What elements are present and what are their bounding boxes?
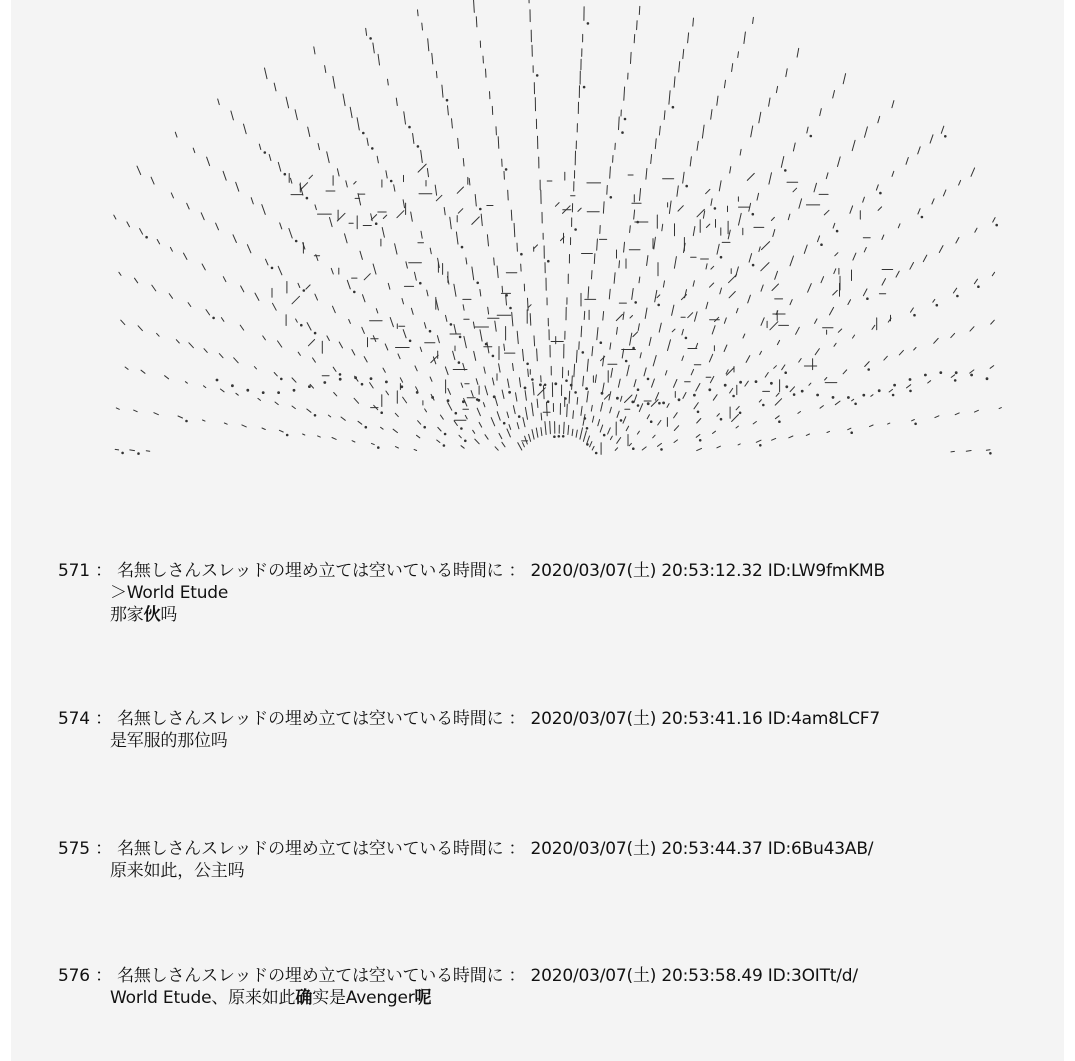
post-separator: ： <box>89 839 118 859</box>
post-number[interactable]: 575 <box>58 839 90 859</box>
post-time: 20:53:44.37 <box>656 839 763 859</box>
post-id[interactable]: ID:6Bu43AB/ <box>762 839 874 859</box>
post-body <box>110 987 1018 1009</box>
post-separator: ： <box>89 709 118 729</box>
emphasized-text: 伙 <box>143 605 161 625</box>
post-colon: ： <box>503 839 531 859</box>
post-colon: ： <box>503 709 531 729</box>
post <box>58 838 1018 882</box>
post-id[interactable]: ID:LW9fmKMB <box>762 561 885 581</box>
post-colon: ： <box>503 561 531 581</box>
emphasized-text: 呢 <box>414 988 432 1008</box>
post-text-line <box>110 582 1018 604</box>
post-header <box>58 560 1018 582</box>
text-segment: World Etude、原来如此 <box>110 988 296 1008</box>
post-author-name: 名無しさんスレッドの埋め立ては空いている時間に <box>117 839 504 859</box>
post-text-line <box>110 860 1018 882</box>
post-header <box>58 838 1018 860</box>
ascii-art-image <box>107 0 1007 456</box>
text-segment: 原来如此，公主吗 <box>110 861 245 881</box>
post-number[interactable]: 574 <box>58 709 90 729</box>
post-text-line <box>110 604 1018 626</box>
post-text-line <box>110 987 1018 1009</box>
text-segment: ＞World Etude <box>110 583 229 603</box>
text-segment: 是军服的那位吗 <box>110 731 228 751</box>
text-segment: 实是Avenger <box>312 988 415 1008</box>
post-date: 2020/03/07(土) <box>530 966 657 986</box>
post-id[interactable]: ID:3OITt/d/ <box>762 966 858 986</box>
post-text-line <box>110 730 1018 752</box>
post-separator: ： <box>89 966 118 986</box>
post-body <box>110 582 1018 626</box>
post-time: 20:53:41.16 <box>656 709 763 729</box>
post-header <box>58 965 1018 987</box>
post-body <box>110 860 1018 882</box>
text-segment: 吗 <box>160 605 178 625</box>
post <box>58 965 1018 1009</box>
text-segment: 那家 <box>110 605 144 625</box>
post-author-name: 名無しさんスレッドの埋め立ては空いている時間に <box>117 966 504 986</box>
post-time: 20:53:58.49 <box>656 966 763 986</box>
post-date: 2020/03/07(土) <box>530 839 657 859</box>
post-colon: ： <box>503 966 531 986</box>
post-id[interactable]: ID:4am8LCF7 <box>762 709 880 729</box>
post-author-name: 名無しさんスレッドの埋め立ては空いている時間に <box>117 709 504 729</box>
post-body <box>110 730 1018 752</box>
ascii-art-drawing <box>107 0 1007 456</box>
post-number[interactable]: 571 <box>58 561 90 581</box>
post-date: 2020/03/07(土) <box>530 709 657 729</box>
post-date: 2020/03/07(土) <box>530 561 657 581</box>
post-separator: ： <box>89 561 118 581</box>
post-number[interactable]: 576 <box>58 966 90 986</box>
emphasized-text: 确 <box>295 988 313 1008</box>
post <box>58 708 1018 752</box>
thread-page <box>11 0 1064 1061</box>
post-time: 20:53:12.32 <box>656 561 763 581</box>
post-header <box>58 708 1018 730</box>
post <box>58 560 1018 626</box>
post-author-name: 名無しさんスレッドの埋め立ては空いている時間に <box>117 561 504 581</box>
